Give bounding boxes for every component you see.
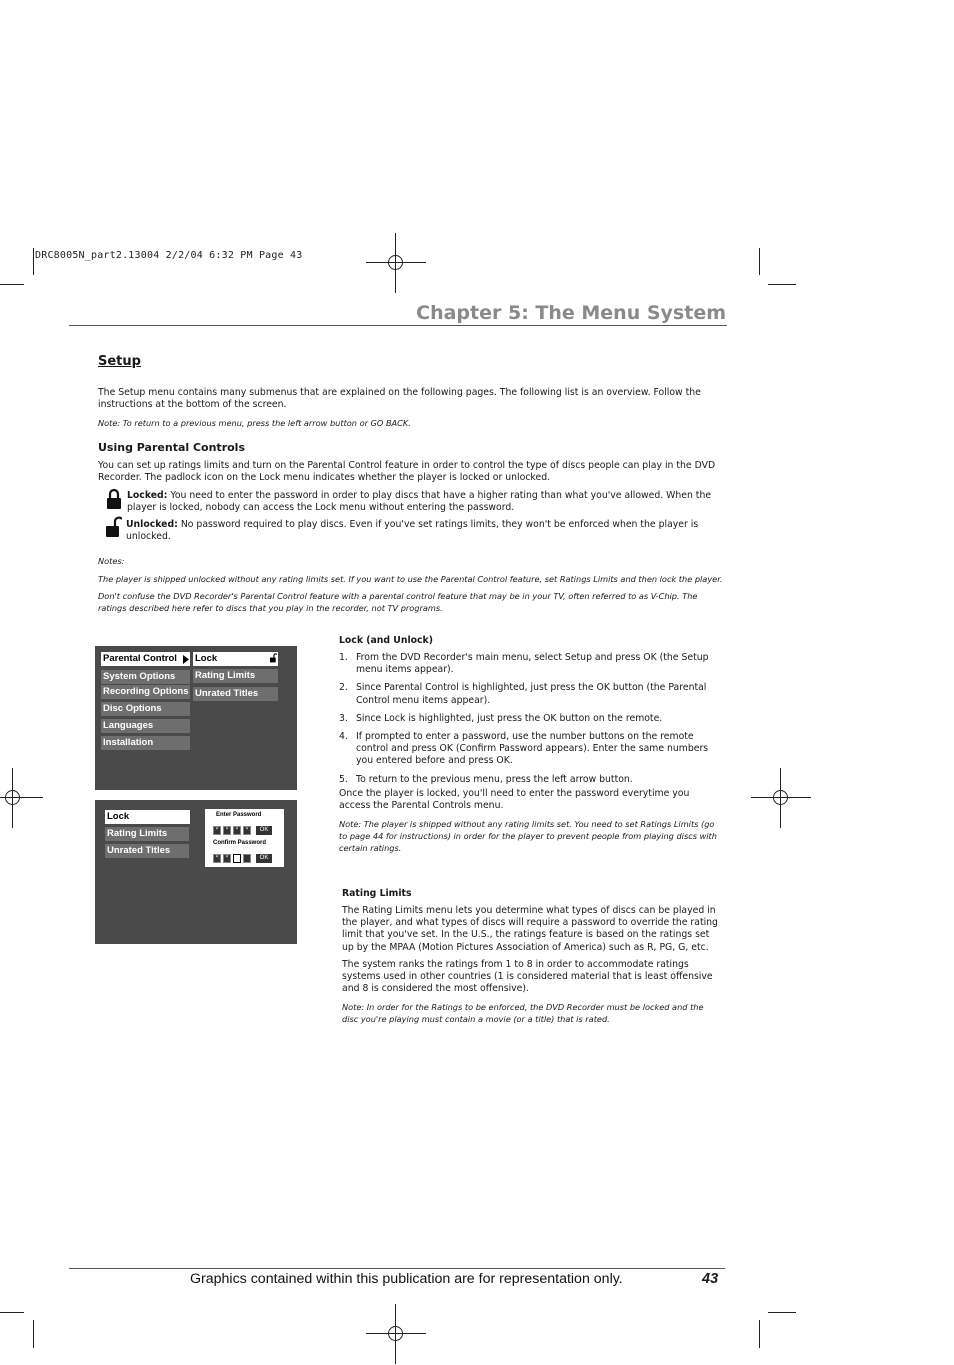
password-digit[interactable]: * xyxy=(223,826,231,835)
menu-item-languages[interactable]: Languages xyxy=(101,719,190,733)
lock-step: 3. Since Lock is highlighted, just press the OK button on the remote. xyxy=(339,712,663,724)
menu-item-rating-limits[interactable]: Rating Limits xyxy=(105,827,189,841)
password-digit[interactable]: * xyxy=(213,854,221,863)
chapter-title: Chapter 5: The Menu System xyxy=(416,302,726,324)
rating-paragraph-1: The Rating Limits menu lets you determine what types of discs can be played in the player, and what types of discs will require a password to override the rating limit that you've set. In the U.S., the ratings feature is based on the ratings set up by the MPAA (Motion Pictures Association of America) such as R, PG, G, etc. xyxy=(342,905,718,953)
password-dialog xyxy=(205,809,284,867)
registration-mark xyxy=(366,1304,426,1364)
locked-text: You need to enter the password in order to play discs that have a higher rating than what you've allowed. When the player is locked, nobody can access the Lock menu without entering the password. xyxy=(127,490,712,514)
rating-paragraph-2: The system ranks the ratings from 1 to 8 in order to accommodate ratings systems used in other countries (1 is considered material that is least offensive and 8 is considered the most offensive). xyxy=(342,959,713,995)
lock-step: 1. From the DVD Recorder's main menu, select Setup and press OK (the Setup menu items appear). xyxy=(339,652,709,676)
password-digit[interactable]: * xyxy=(233,826,241,835)
parental-heading: Using Parental Controls xyxy=(98,441,245,454)
password-digit-cursor[interactable] xyxy=(233,854,241,863)
page-number: 43 xyxy=(702,1271,719,1287)
registration-mark xyxy=(751,768,811,828)
enter-password-ok-button[interactable]: OK xyxy=(256,826,272,835)
unlocked-text: No password required to play discs. Even if you've set ratings limits, they won't be enforced when the player is unlocked. xyxy=(126,519,699,543)
menu-item-recording-options[interactable]: Recording Options xyxy=(103,686,189,697)
submenu-item-unrated-titles[interactable]: Unrated Titles xyxy=(193,687,278,701)
note-vchip: Don't confuse the DVD Recorder's Parental Control feature with a parental control feature that may be in your TV, often referred to as V-Chip. The ratings described here refer to discs that you play in the recorder, not TV programs. xyxy=(98,591,698,613)
rating-heading: Rating Limits xyxy=(342,888,412,899)
arrow-right-icon xyxy=(183,655,189,664)
unlocked-label: Unlocked: xyxy=(126,519,178,530)
registration-mark xyxy=(0,768,43,828)
setup-menu-screenshot xyxy=(95,646,297,790)
submenu-item-rating-limits[interactable]: Rating Limits xyxy=(193,669,278,683)
crop-mark xyxy=(0,284,24,285)
menu-item-disc-options[interactable]: Disc Options xyxy=(101,702,190,716)
menu-item-lock[interactable]: Lock xyxy=(105,810,190,824)
crop-mark xyxy=(768,1312,796,1313)
crop-mark xyxy=(33,1320,34,1348)
setup-heading: Setup xyxy=(98,354,141,369)
locked-label: Locked: xyxy=(127,490,168,501)
footer-rule xyxy=(69,1268,725,1269)
password-digit[interactable]: * xyxy=(243,826,251,835)
password-digit[interactable]: * xyxy=(223,854,231,863)
locked-description xyxy=(127,490,717,514)
enter-password-label: Enter Password xyxy=(216,812,262,818)
crop-mark xyxy=(768,284,796,285)
setup-intro: The Setup menu contains many submenus that are explained on the following pages. The following list is an overview. Follow the instructions at the bottom of the screen. xyxy=(98,387,701,411)
parental-intro: You can set up ratings limits and turn on the Parental Control feature in order to control the type of discs people can play in the DVD Recorder. The padlock icon on the Lock menu indicates whether the player is locked or unlocked. xyxy=(98,460,716,484)
menu-item-installation[interactable]: Installation xyxy=(101,736,190,750)
setup-note: Note: To return to a previous menu, press the left arrow button or GO BACK. xyxy=(98,418,411,428)
lock-step: 5. To return to the previous menu, press the left arrow button. xyxy=(339,773,633,785)
lock-steps xyxy=(339,652,721,792)
rating-note: Note: In order for the Ratings to be enforced, the DVD Recorder must be locked and the disc you're playing must contain a movie (or a title) that is rated. xyxy=(342,1002,704,1024)
unlocked-description xyxy=(126,519,726,543)
menu-item-parental-control[interactable]: Parental Control xyxy=(101,652,190,666)
menu-item-unrated-titles[interactable]: Unrated Titles xyxy=(105,844,189,858)
lock-step: 4. If prompted to enter a password, use the number buttons on the remote control and press OK (Confirm Password appears). Enter the same numbers you entered before and press OK. xyxy=(339,731,709,767)
confirm-password-label: Confirm Password xyxy=(213,840,267,846)
lock-after-text: Once the player is locked, you'll need to enter the password everytime you access the Parental Controls menu. xyxy=(339,788,690,812)
crop-mark xyxy=(759,248,760,275)
menu-item-system-options[interactable]: System Options xyxy=(101,670,190,684)
password-digit[interactable]: * xyxy=(213,826,221,835)
lock-heading: Lock (and Unlock) xyxy=(339,635,433,646)
password-digit[interactable] xyxy=(243,854,251,863)
lock-step: 2. Since Parental Control is highlighted, just press the OK button (the Parental Control menu items appear). xyxy=(339,682,707,706)
crop-mark xyxy=(759,1320,760,1348)
confirm-password-ok-button[interactable]: OK xyxy=(256,854,272,863)
header-rule xyxy=(69,325,727,326)
padlock-unlocked-icon xyxy=(106,516,122,538)
print-slug: DRC8005N_part2.13004 2/2/04 6:32 PM Page 43 xyxy=(35,250,303,261)
footer-disclaimer: Graphics contained within this publication are for representation only. xyxy=(190,1271,623,1287)
note-shipped-unlocked: The player is shipped unlocked without any rating limits set. If you want to use the Parental Control feature, set Ratings Limits and then lock the player. xyxy=(98,574,723,584)
padlock-locked-icon xyxy=(106,488,122,510)
crop-mark xyxy=(33,248,34,275)
registration-mark xyxy=(366,233,426,293)
lock-note: Note: The player is shipped without any rating limits set. You need to set Ratings Limits (go to page 44 for instructions) in order for the player to prevent people from playing discs with certain ratings. xyxy=(339,819,717,853)
lock-menu-screenshot xyxy=(95,800,297,944)
crop-mark xyxy=(0,1312,24,1313)
padlock-unlocked-icon xyxy=(270,653,277,663)
notes-label: Notes: xyxy=(98,556,125,566)
submenu-item-lock[interactable]: Lock xyxy=(193,652,278,666)
